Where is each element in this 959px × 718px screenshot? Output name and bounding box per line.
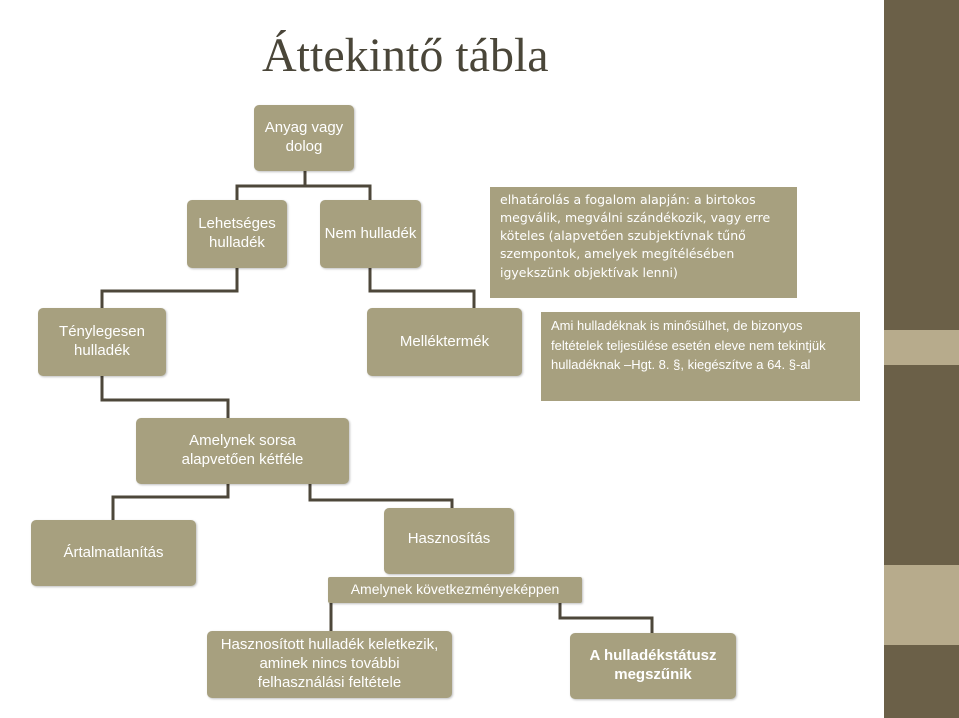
node-elhatarolas: elhatárolás a fogalom alapján: a birtokos megválik, megválni szándékozik, vagy erre köteles (alapvetően szubjektívnak tűnő szempontok, amelyek megítélésében igyekszünk objektívak lenni) [490, 187, 797, 298]
page-title: Áttekintő tábla [262, 29, 549, 82]
connector-kovetkezmeny-statusz [560, 603, 652, 633]
node-hulladekstatusz-megszunik: A hulladékstátusz megszűnik [570, 633, 736, 699]
connector-sorsa-artalmatlanitas [113, 484, 228, 520]
connector-nem-mellektermek [370, 268, 474, 308]
node-amelynek-kovetkezmenye: Amelynek következményeképpen [328, 577, 582, 603]
node-tenylegesen-hulladek: Ténylegesen hulladék [38, 308, 166, 376]
node-anyag-vagy-dolog: Anyag vagy dolog [254, 105, 354, 171]
connector-tenylegesen-sorsa [102, 376, 228, 418]
connector-anyag-nem [305, 186, 370, 200]
connector-lehetseges-tenylegesen [102, 268, 237, 308]
connector-anyag-lehetseges [237, 171, 305, 200]
node-lehetseges-hulladek: Lehetséges hulladék [187, 200, 287, 268]
node-ami-hulladeknak: Ami hulladéknak is minősülhet, de bizonyos feltételek teljesülése esetén eleve nem tekintjük hulladéknak –Hgt. 8. §, kiegészítve a 64. §-al [541, 312, 860, 401]
connector-sorsa-hasznositas [310, 484, 452, 508]
node-mellektermek: Melléktermék [367, 308, 522, 376]
node-hasznositas: Hasznosítás [384, 508, 514, 574]
node-hasznositott-hulladek: Hasznosított hulladék keletkezik, aminek nincs további felhasználási feltétele [207, 631, 452, 698]
node-amelynek-sorsa: Amelynek sorsa alapvetően kétféle [136, 418, 349, 484]
node-nem-hulladek: Nem hulladék [320, 200, 421, 268]
node-artalmatlanitas: Ártalmatlanítás [31, 520, 196, 586]
